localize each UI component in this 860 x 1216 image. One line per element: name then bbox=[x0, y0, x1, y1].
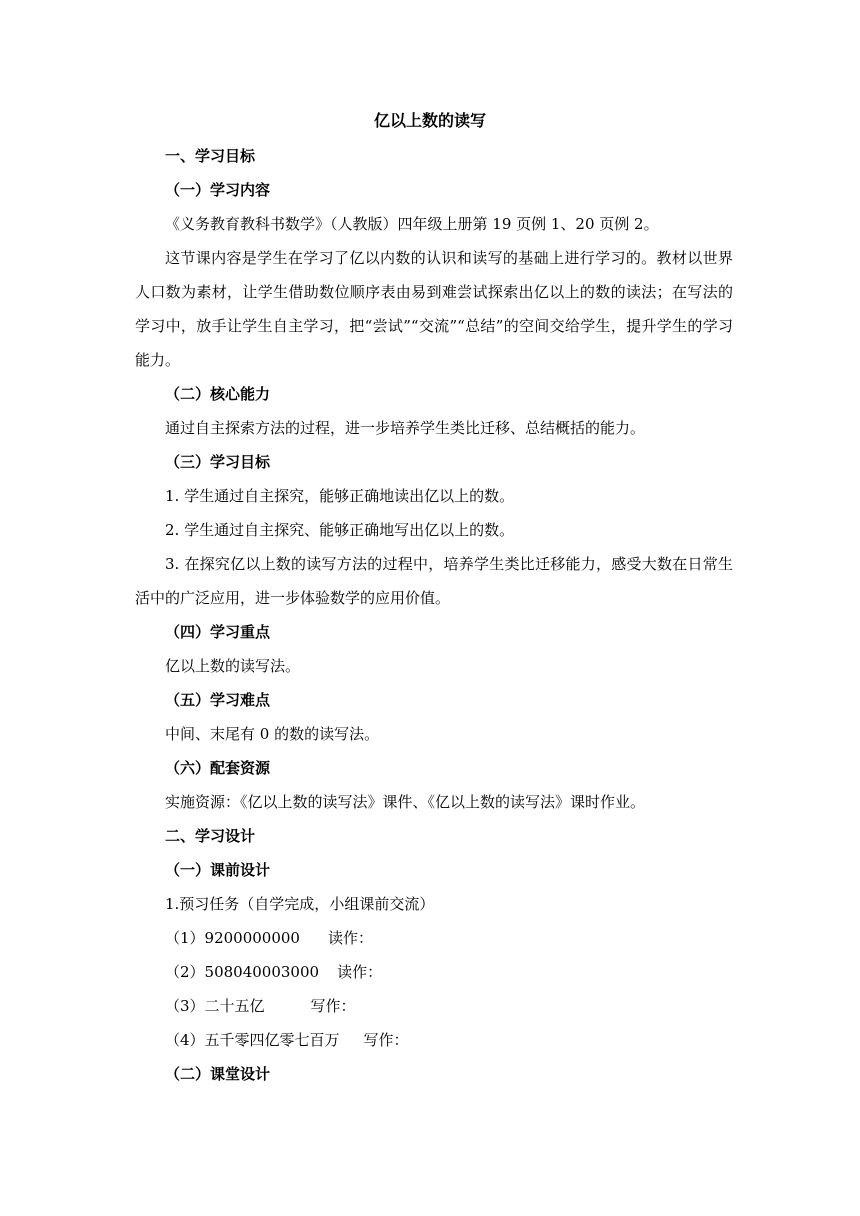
objective-item-3: 3. 在探究亿以上数的读写方法的过程中，培养学生类比迁移能力，感受大数在日常生活中的广泛应用，进一步体验数学的应用价值。 bbox=[135, 555, 733, 607]
exercise-1-label: 读作： bbox=[327, 929, 373, 947]
paragraph-resources: 实施资源：《亿以上数的读写法》课件、《亿以上数的读写法》课时作业。 bbox=[165, 793, 646, 811]
paragraph-key-points: 亿以上数的读写法。 bbox=[165, 657, 301, 675]
exercise-row-1 bbox=[165, 921, 735, 955]
subheading-learning-objectives: （三）学习目标 bbox=[165, 453, 271, 471]
preview-task: 1.预习任务（自学完成，小组课前交流） bbox=[165, 895, 435, 913]
subheading-learning-content: （一）学习内容 bbox=[165, 181, 271, 199]
paragraph-difficulties: 中间、末尾有 0 的数的读写法。 bbox=[165, 725, 380, 743]
exercise-1-item: （1）9200000000 bbox=[165, 929, 300, 947]
subheading-key-points: （四）学习重点 bbox=[165, 623, 271, 641]
exercise-4-item: （4）五千零四亿零七百万 bbox=[165, 1031, 340, 1049]
exercise-row-3 bbox=[165, 989, 735, 1023]
exercise-3-item: （3）二十五亿 bbox=[165, 997, 265, 1015]
paragraph-core-ability: 通过自主探索方法的过程，进一步培养学生类比迁移、总结概括的能力。 bbox=[165, 419, 646, 437]
exercise-2-label: 读作： bbox=[337, 963, 383, 981]
subheading-pre-class-design: （一）课前设计 bbox=[165, 861, 271, 879]
exercise-row-4 bbox=[165, 1023, 735, 1057]
subheading-difficulties: （五）学习难点 bbox=[165, 691, 271, 709]
exercise-row-2 bbox=[165, 955, 735, 989]
section-heading-learning-goals: 一、学习目标 bbox=[165, 147, 256, 165]
objective-item-1: 1. 学生通过自主探究，能够正确地读出亿以上的数。 bbox=[165, 487, 515, 505]
paragraph-textbook-reference: 《义务教育教科书数学》（人教版）四年级上册第 19 页例 1、20 页例 2。 bbox=[165, 215, 659, 233]
document-title: 亿以上数的读写 bbox=[373, 111, 486, 130]
exercise-3-label: 写作： bbox=[310, 997, 356, 1015]
exercise-2-item: （2）508040003000 bbox=[165, 963, 320, 981]
exercise-4-label: 写作： bbox=[363, 1031, 409, 1049]
subheading-core-ability: （二）核心能力 bbox=[165, 385, 271, 403]
paragraph-lesson-intro: 这节课内容是学生在学习了亿以内数的认识和读写的基础上进行学习的。教材以世界人口数为素材，让学生借助数位顺序表由易到难尝试探索出亿以上的数的读法；在写法的学习中，放手让学生自主学习，把“尝试”“交流”“总结”的空间交给学生，提升学生的学习能力。 bbox=[135, 249, 733, 369]
subheading-classroom-design: （二）课堂设计 bbox=[165, 1065, 271, 1083]
section-heading-learning-design: 二、学习设计 bbox=[165, 827, 256, 845]
subheading-resources: （六）配套资源 bbox=[165, 759, 271, 777]
objective-item-2: 2. 学生通过自主探究、能够正确地写出亿以上的数。 bbox=[165, 521, 515, 539]
